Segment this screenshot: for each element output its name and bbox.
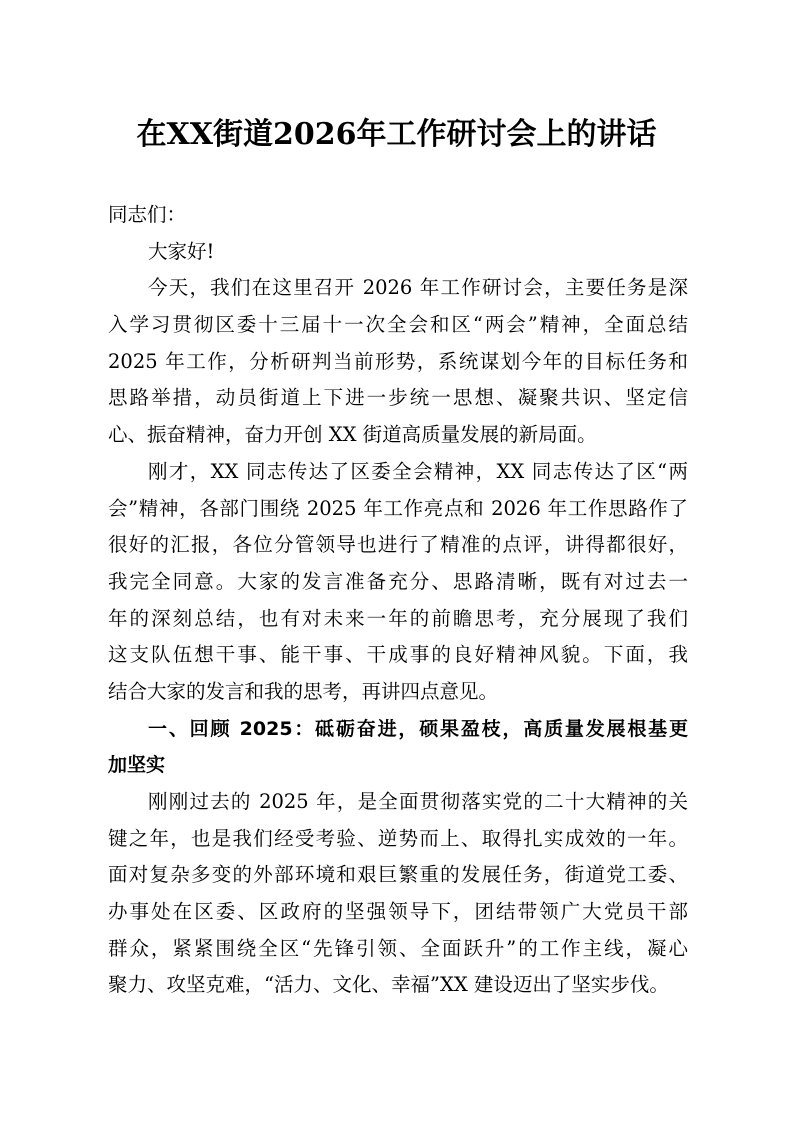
paragraph (108, 454, 688, 711)
paragraph (108, 270, 688, 453)
text-line: 办事处在区委、区政府的坚强领导下，团结带领广大党员干部 (108, 900, 688, 924)
text-line: 加坚实 (108, 754, 166, 777)
text-line: 会”精神，各部门围绕 2025 年工作亮点和 2026 年工作思路作了 (108, 496, 688, 520)
text-line: 结合大家的发言和我的思考，再讲四点意见。 (108, 679, 499, 703)
text-line: 同志们： (108, 203, 187, 226)
text-line: 很好的汇报，各位分管领导也进行了精准的点评，讲得都很好， (108, 533, 688, 557)
text-line: 群众，紧紧围绕全区“先锋引领、全面跃升”的工作主线，凝心 (108, 936, 688, 960)
text-line: 聚力、攻坚克难，“活力、文化、幸福”XX 建设迈出了坚实步伐。 (108, 973, 669, 997)
text-line: 刚刚过去的 2025 年，是全面贯彻落实党的二十大精神的关 (148, 790, 688, 813)
text-line: 一、回顾 2025：砥砺奋进，硕果盈枝，高质量发展根基更 (148, 717, 688, 740)
text-line: 我完全同意。大家的发言准备充分、思路清晰，既有对过去一 (108, 569, 688, 593)
salutation (108, 197, 688, 234)
text-line: 入学习贯彻区委十三届十一次全会和区“两会”精神，全面总结 (108, 313, 688, 337)
text-line: 大家好! (148, 239, 215, 263)
text-line: 刚才，XX 同志传达了区委全会精神，XX 同志传达了区“两 (148, 459, 688, 483)
paragraph (108, 784, 688, 1004)
text-line: 这支队伍想干事、能干事、干成事的良好精神风貌。下面，我 (108, 643, 688, 667)
text-line: 今天，我们在这里召开 2026 年工作研讨会，主要任务是深 (148, 276, 688, 300)
text-line: 面对复杂多变的外部环境和艰巨繁重的发展任务，街道党工委、 (108, 863, 688, 887)
text-line: 思路举措，动员街道上下进一步统一思想、凝聚共识、坚定信 (108, 386, 688, 410)
section-heading (108, 711, 688, 784)
document-title: 在XX街道2026年工作研讨会上的讲话 (136, 117, 657, 152)
text-line: 2025 年工作，分析研判当前形势，系统谋划今年的目标任务和 (108, 349, 688, 373)
document-body (108, 197, 688, 1004)
paragraph (108, 234, 688, 271)
text-line: 心、振奋精神，奋力开创 XX 街道高质量发展的新局面。 (108, 423, 597, 447)
text-line: 键之年，也是我们经受考验、逆势而上、取得扎实成效的一年。 (108, 826, 688, 850)
text-line: 年的深刻总结，也有对未来一年的前瞻思考，充分展现了我们 (108, 606, 688, 630)
